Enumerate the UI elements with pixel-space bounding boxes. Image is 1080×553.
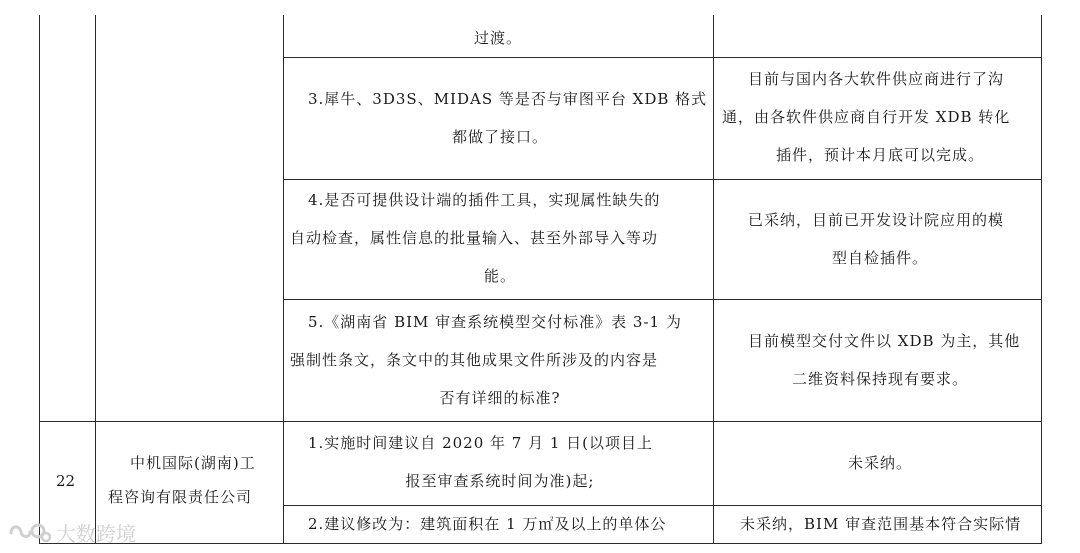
response-cell — [722, 201, 1038, 277]
row-divider — [283, 299, 1042, 300]
table-col-divider-2 — [283, 15, 284, 543]
response-line: 目前模型交付文件以 XDB 为主，其他 — [748, 332, 1021, 350]
proposal-line: 3.犀牛、3D3S、MIDAS 等是否与审图平台 XDB 格式 — [308, 90, 708, 108]
entry-number: 22 — [56, 472, 76, 490]
response-line: 型自检插件。 — [831, 249, 928, 267]
proposal-cell — [290, 19, 706, 57]
logo-icon — [8, 520, 52, 546]
proposal-cell — [290, 505, 710, 543]
response-line: 目前与国内各大软件供应商进行了沟 — [748, 70, 1005, 88]
response-line: 二维资料保持现有要求。 — [791, 370, 968, 388]
response-line: 未采纳。 — [847, 454, 912, 472]
unit-line: 程咨询有限责任公司 — [108, 488, 253, 506]
proposal-line: 2.建议修改为：建筑面积在 1 万㎡及以上的单体公 — [308, 515, 667, 533]
proposal-line: 5.《湖南省 BIM 审查系统模型交付标准》表 3-1 为 — [308, 313, 682, 331]
response-cell — [722, 444, 1038, 482]
proposal-line: 报至审查系统时间为准)起; — [405, 472, 595, 490]
proposal-cell — [290, 181, 710, 295]
table-left-border — [39, 15, 40, 543]
proposal-line: 都做了接口。 — [451, 128, 548, 146]
watermark-text: 大数跨境 — [56, 522, 136, 546]
proposal-cell — [290, 424, 710, 500]
table-bottom-border — [39, 543, 1042, 544]
table-col-divider-1 — [95, 15, 96, 543]
proposal-line: 否有详细的标准? — [439, 389, 561, 407]
watermark — [8, 518, 136, 547]
proposal-cell — [290, 303, 710, 417]
unit-cell — [100, 446, 282, 514]
row-divider — [283, 179, 1042, 180]
response-line: 插件，预计本月底可以完成。 — [775, 146, 984, 164]
proposal-line: 过渡。 — [473, 29, 522, 47]
response-cell — [722, 60, 1038, 174]
proposal-line: 能。 — [483, 267, 516, 285]
row-divider — [283, 57, 1042, 58]
proposal-line: 强制性条文，条文中的其他成果文件所涉及的内容是 — [290, 351, 659, 369]
response-line: 未采纳，BIM 审查范围基本符合实际情 — [740, 515, 1022, 533]
response-cell — [722, 505, 1038, 543]
unit-line: 中机国际(湖南)工 — [130, 454, 256, 472]
proposal-cell — [290, 80, 710, 156]
proposal-line: 自动检查，属性信息的批量输入、甚至外部导入等功 — [290, 229, 659, 247]
response-line: 已采纳，目前已开发设计院应用的模 — [748, 211, 1005, 229]
row-divider — [39, 421, 1042, 422]
table-col-divider-3 — [713, 15, 714, 543]
response-line: 通，由各软件供应商自行开发 XDB 转化 — [722, 108, 1011, 126]
table-right-border — [1041, 15, 1042, 543]
proposal-line: 1.实施时间建议自 2020 年 7 月 1 日(以项目上 — [308, 434, 654, 452]
response-cell — [722, 322, 1038, 398]
proposal-line: 4.是否可提供设计端的插件工具，实现属性缺失的 — [308, 191, 661, 209]
